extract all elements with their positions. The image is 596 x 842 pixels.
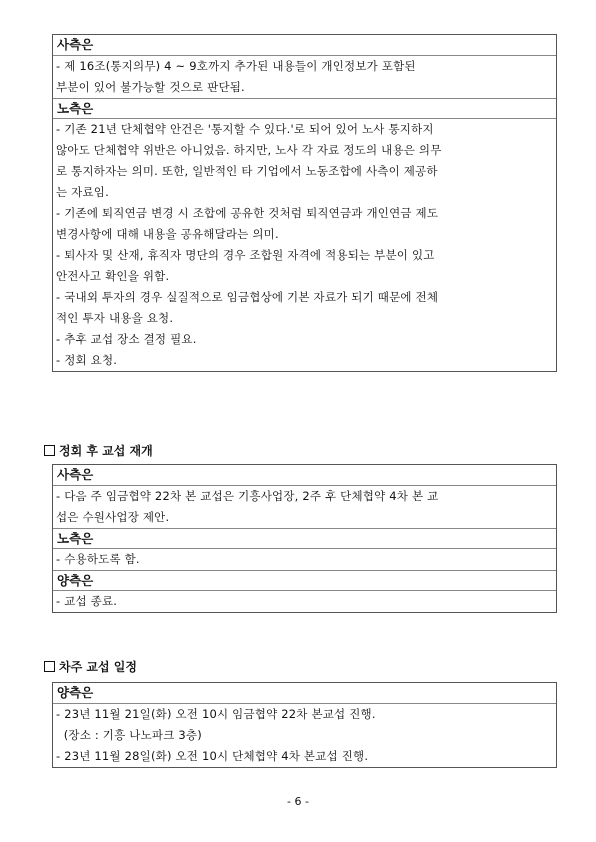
management-side-header: 사측은	[57, 467, 94, 482]
text-line: - 추후 교섭 장소 결정 필요.	[56, 332, 197, 346]
management-side-header: 사측은	[57, 37, 94, 52]
union-side-header: 노측은	[53, 98, 556, 118]
checkbox-square-icon	[44, 445, 55, 456]
text-line: - 다음 주 임금협약 22차 본 교섭은 기흥사업장, 2주 후 단체협약 4차 본 교	[56, 489, 439, 503]
text-line: (장소 : 기흥 나노파크 3층)	[56, 728, 202, 742]
text-line: - 수용하도록 함.	[56, 552, 140, 566]
text-line: 는 자료임.	[56, 185, 109, 199]
checkbox-square-icon	[44, 661, 55, 672]
negotiation-table-2	[52, 464, 557, 613]
section-title-resume	[44, 442, 153, 459]
union-side-content	[53, 548, 556, 570]
section-title-text: 정회 후 교섭 재개	[59, 444, 153, 458]
union-side-header: 노측은	[53, 528, 556, 548]
text-line: 변경사항에 대해 내용을 공유해달라는 의미.	[56, 227, 279, 241]
section-title-text: 차주 교섭 일정	[59, 660, 137, 674]
both-sides-header: 양측은	[57, 685, 94, 700]
both-sides-content	[53, 590, 556, 612]
text-line: 안전사고 확인을 위함.	[56, 269, 170, 283]
text-line: - 교섭 종료.	[56, 594, 118, 608]
negotiation-table-1	[52, 34, 557, 372]
text-line: - 기존에 퇴직연금 변경 시 조합에 공유한 것처럼 퇴직연금과 개인연금 제도	[56, 206, 439, 220]
union-side-content	[53, 118, 556, 371]
both-sides-header: 양측은	[53, 570, 556, 590]
text-line: 섭은 수원사업장 제안.	[56, 510, 170, 524]
management-side-content	[53, 485, 556, 528]
text-line: - 기존 21년 단체협약 안건은 '통지할 수 있다.'로 되어 있어 노사 통지하지	[56, 122, 434, 136]
text-line: 않아도 단체협약 위반은 아니었음. 하지만, 노사 각 자료 정도의 내용은 의무	[56, 143, 442, 157]
text-line: 적인 투자 내용을 요청.	[56, 311, 174, 325]
management-side-content	[53, 55, 556, 98]
negotiation-table-3	[52, 682, 557, 768]
text-line: 로 통지하자는 의미. 또한, 일반적인 타 기업에서 노동조합에 사측이 제공하	[56, 164, 438, 178]
text-line: - 23년 11월 21일(화) 오전 10시 임금협약 22차 본교섭 진행.	[56, 707, 376, 721]
page-number: - 6 -	[287, 795, 309, 808]
text-line: - 정회 요청.	[56, 353, 118, 367]
section-title-next-schedule	[44, 658, 137, 675]
text-line: - 국내외 투자의 경우 실질적으로 임금협상에 기본 자료가 되기 때문에 전체	[56, 290, 439, 304]
text-line: - 제 16조(통지의무) 4 ~ 9호까지 추가된 내용들이 개인정보가 포함된	[56, 59, 416, 73]
text-line: - 23년 11월 28일(화) 오전 10시 단체협약 4차 본교섭 진행.	[56, 749, 369, 763]
text-line: - 퇴사자 및 산재, 휴직자 명단의 경우 조합원 자격에 적용되는 부분이 있고	[56, 248, 435, 262]
text-line: 부분이 있어 불가능할 것으로 판단됨.	[56, 80, 245, 94]
both-sides-content	[53, 703, 556, 767]
